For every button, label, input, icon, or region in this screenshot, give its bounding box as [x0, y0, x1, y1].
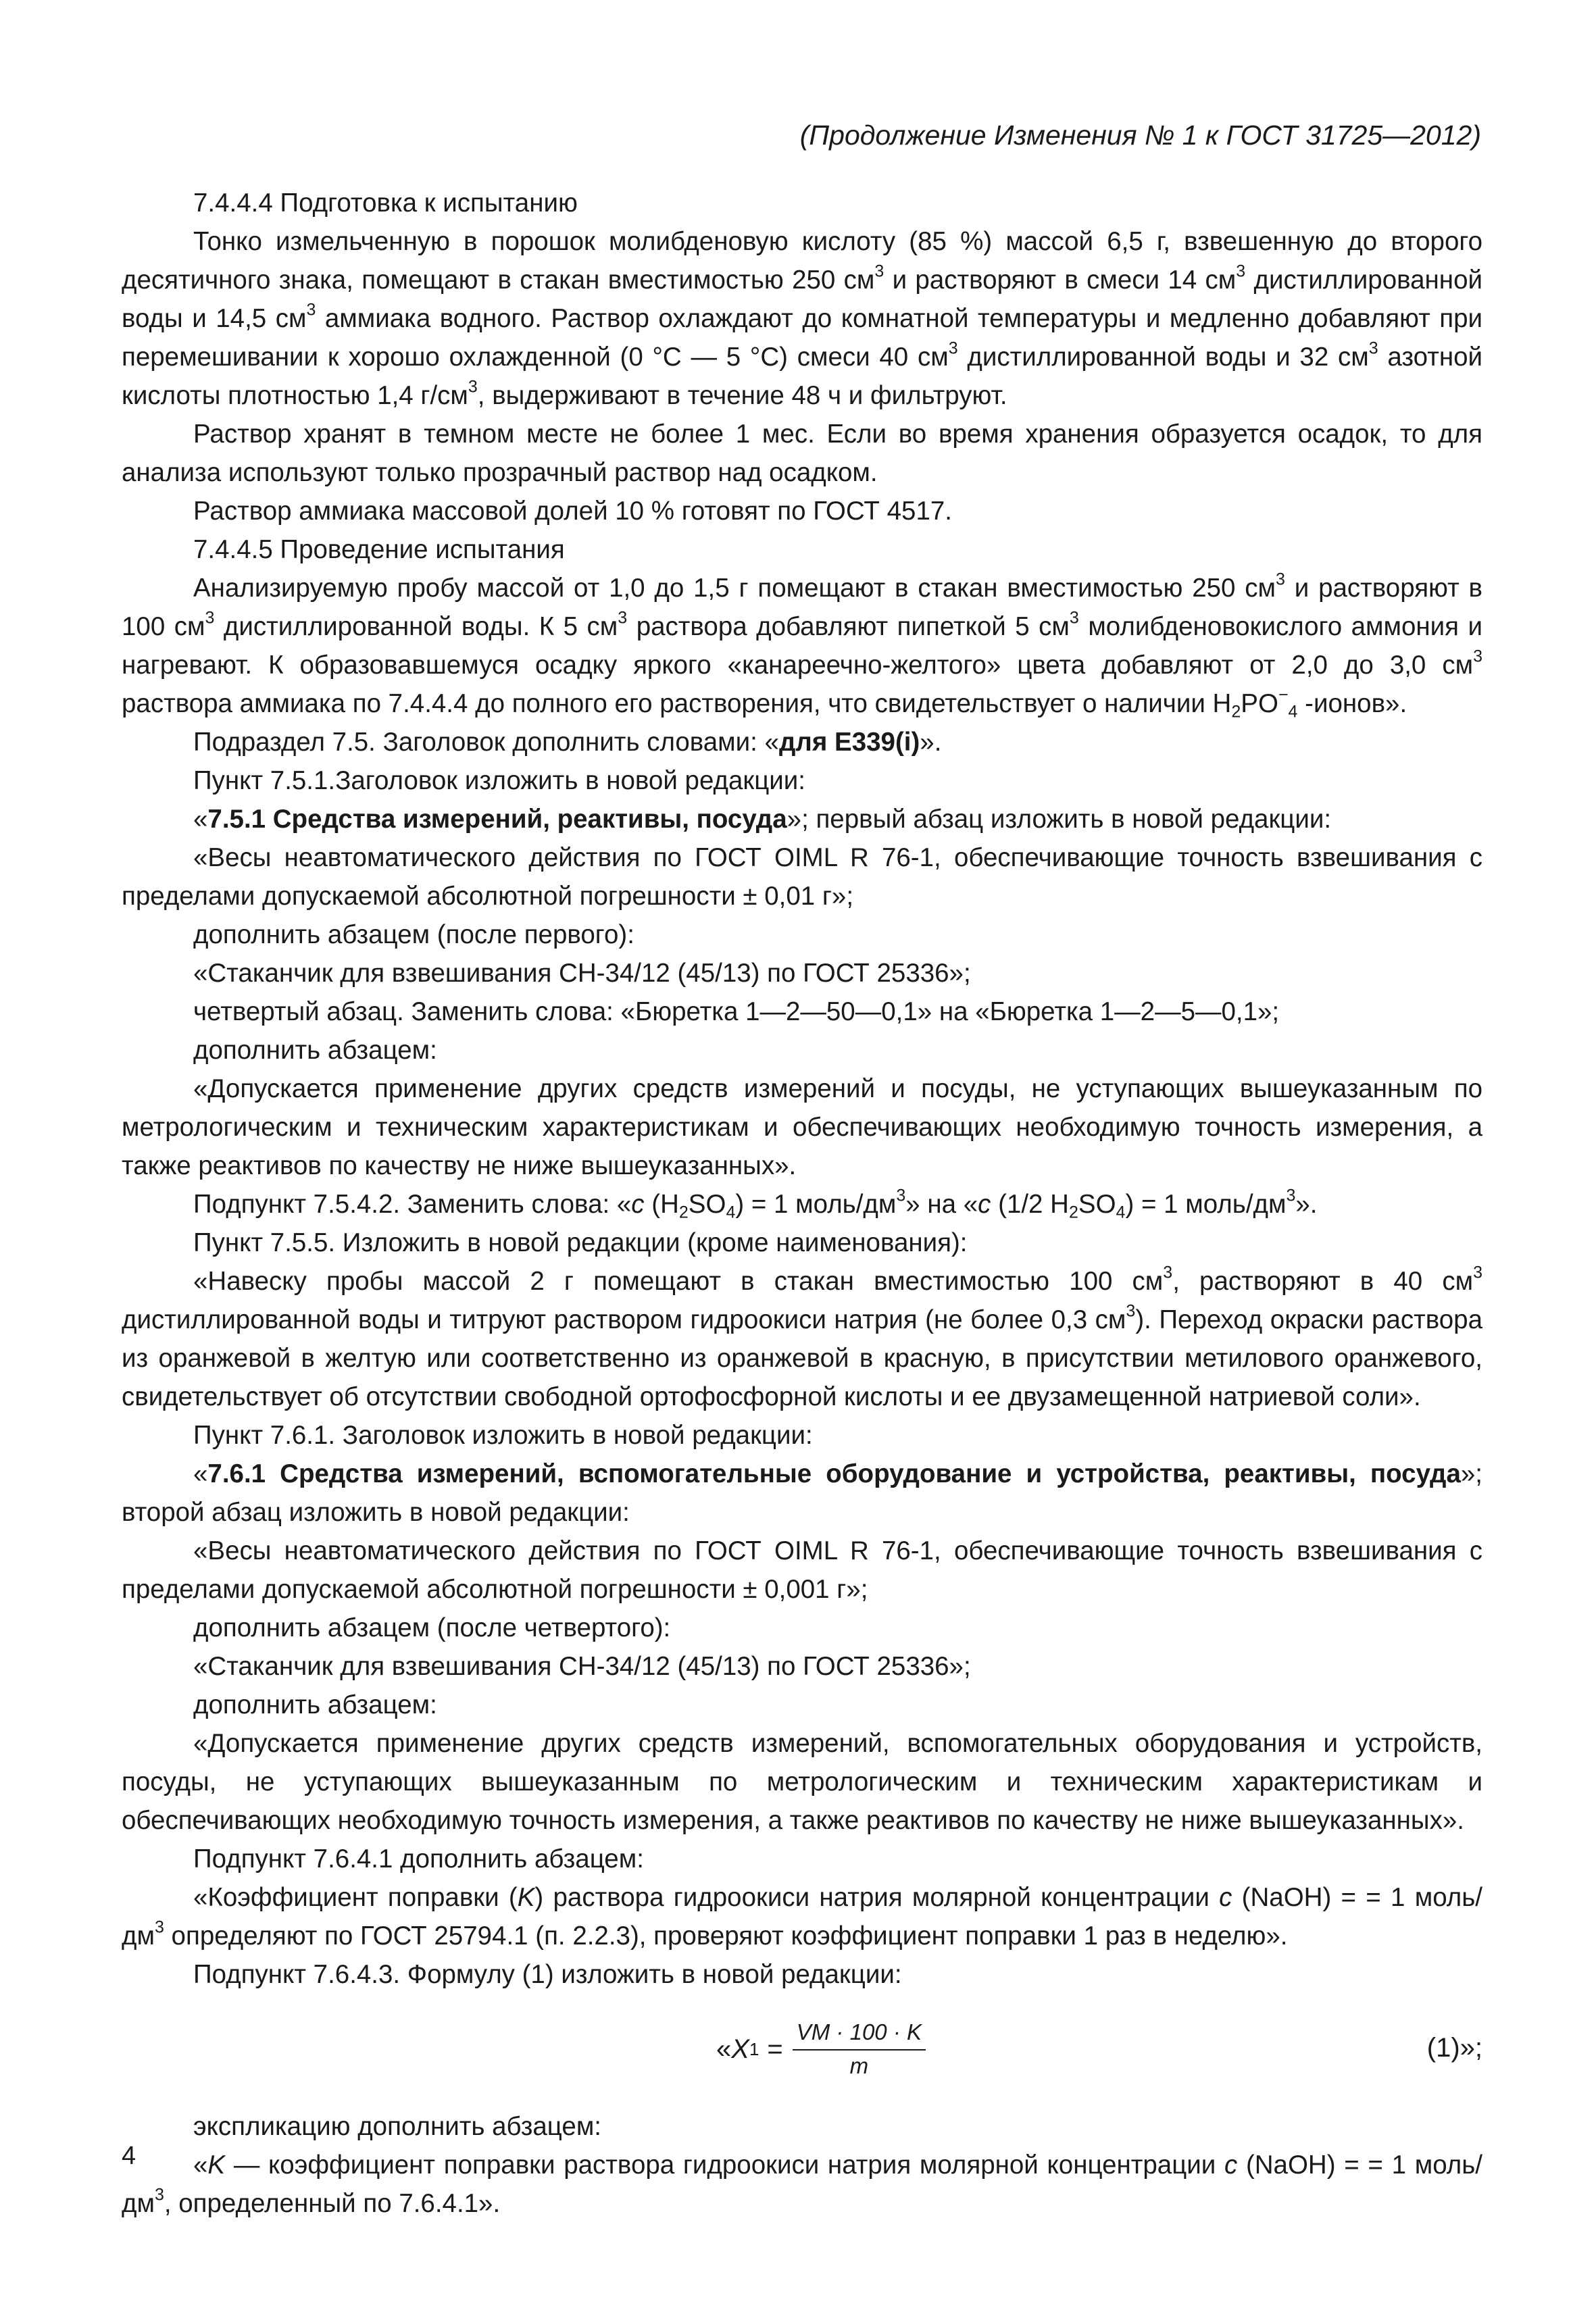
explication-text: «K — коэффициент поправки раствора гидроокиси натрия молярной концентрации c (NaOH) = = 1 моль/$дм^3$, определенный по 7.6.4.1». [122, 2150, 1482, 2218]
clause-751-cup: «Стаканчик для взвешивания СН-34/12 (45/13) по ГОСТ 25336»; [193, 959, 971, 988]
formula-lhs-var: X [731, 2034, 749, 2064]
clause-761-intro: Пункт 7.6.1. Заголовок изложить в новой редакции: [193, 1421, 813, 1450]
clause-751-title: «7.5.1 Средства измерений, реактивы, посуда»; первый абзац изложить в новой редакции: [193, 805, 1332, 834]
clause-751-balance: «Весы неавтоматического действия по ГОСТ OIML R 76-1, обеспечивающие точность взвешивания с пределами допускаемой абсолютной погрешности ± 0,01 г»; [122, 843, 1482, 911]
clause-761-title: «7.6.1 Средства измерений, вспомогательные оборудование и устройства, реактивы, посуда»; второй абзац изложить в новой редакции: [122, 1459, 1482, 1527]
section-7445-para-1: Анализируемую пробу массой от 1,0 до 1,5 г помещают в стакан вместимостью 250 $см^3$ и растворяют в 100 $см^3$ дистиллированной воды. К 5 $см^3$ раствора добавляют пипеткой 5 $см^3$ молибденовокислого аммония и нагревают. К образовавшемуся осадку яркого «канареечно-желтого» цвета добавляют от 2,0 до 3,0 $см^3$ раствора аммиака по 7.4.4.4 до полного его растворения, что свидетельствует о наличии $H_2PO^-_4$ -ионов». [122, 570, 1482, 722]
clause-7641-intro: Подпункт 7.6.4.1 дополнить абзацем: [193, 1844, 644, 1873]
section-7445-title: 7.4.4.5 Проведение испытания [193, 535, 565, 564]
formula-denominator: m [849, 2053, 869, 2078]
clause-7643-intro: Подпункт 7.6.4.3. Формулу (1) изложить в новой редакции: [193, 1960, 902, 1989]
clause-751-fourth-para: четвертый абзац. Заменить слова: «Бюретка 1—2—50—0,1» на «Бюретка 1—2—5—0,1»; [193, 997, 1280, 1026]
clause-7641-text: «Коэффициент поправки (K) раствора гидроокиси натрия молярной концентрации c (NaOH) = = 1 моль/$дм^3$ определяют по ГОСТ 25794.1 (п. 2.2.3), проверяют коэффициент поправки 1 раз в неделю». [122, 1883, 1482, 1951]
section-7444-para-1: Тонко измельченную в порошок молибденовую кислоту (85 %) массой 6,5 г, взвешенную до второго десятичного знака, помещают в стакан вместимостью 250 $см^3$ и растворяют в смеси 14 $см^3$ дистиллированной воды и 14,5 $см^3$ аммиака водного. Раствор охлаждают до комнатной температуры и медленно добавляют при перемешивании к хорошо охлажденной (0 °C — 5 °C) смеси 40 $см^3$ дистиллированной воды и 32 $см^3$ азотной кислоты плотностью 1,4 $г/см^3$, выдерживают в течение 48 ч и фильтруют. [122, 227, 1483, 410]
clause-761-add-after-fourth: дополнить абзацем (после четвертого): [193, 1613, 671, 1642]
formula-numerator: VM · 100 · K [793, 2018, 926, 2051]
clause-751-allowed: «Допускается применение других средств измерений и посуды, не уступающих вышеуказанным по метрологическим и техническим характеристикам и обеспечивающих необходимую точность измерения, а также реактивов по качеству не ниже вышеуказанных». [122, 1074, 1482, 1180]
formula-fraction [793, 2018, 926, 2080]
clause-761-balance: «Весы неавтоматического действия по ГОСТ OIML R 76-1, обеспечивающие точность взвешивания с пределами допускаемой абсолютной погрешности ± 0,001 г»; [122, 1536, 1482, 1604]
page-header: (Продолжение Изменения № 1 к ГОСТ 31725—2012) [799, 120, 1481, 151]
page-number: 4 [122, 2142, 136, 2170]
section-7444-para-2: Раствор хранят в темном месте не более 1 мес. Если во время хранения образуется осадок, то для анализа используют только прозрачный раствор над осадком. [122, 420, 1482, 487]
clause-761-add-para: дополнить абзацем: [193, 1690, 437, 1719]
clause-7542: Подпункт 7.5.4.2. Заменить слова: «c $(H_2SO_4) = 1$ моль/$дм^3$» на «c (1/2 $H_2SO_4) = 1$ моль/$дм^3$». [193, 1186, 1318, 1222]
formula-number: (1)»; [1426, 2033, 1482, 2063]
clause-751-intro: Пункт 7.5.1.Заголовок изложить в новой редакции: [193, 766, 805, 795]
explication-intro: экспликацию дополнить абзацем: [193, 2112, 602, 2141]
formula-1: « X 1 = $\frac{VM \cdot 100 \cdot K}{m}$ [716, 2018, 926, 2080]
clause-755-text: «Навеску пробы массой 2 г помещают в стакан вместимостью 100 $см^3$, растворяют в 40 $см^3$ дистиллированной воды и титруют раствором гидроокиси натрия (не более 0,3 $см^3$). Переход окраски раствора из оранжевой в желтую или соответственно из оранжевой в красную, в присутствии метилового оранжевого, свидетельствует об отсутствии свободной ортофосфорной кислоты и ее двузамещенной натриевой соли». [122, 1263, 1482, 1411]
document-body [122, 184, 1482, 2223]
clause-755-intro: Пункт 7.5.5. Изложить в новой редакции (кроме наименования): [193, 1228, 968, 1257]
clause-751-add-para: дополнить абзацем: [193, 1036, 437, 1065]
clause-751-add-after-first: дополнить абзацем (после первого): [193, 920, 634, 949]
subsection-75-heading: Подраздел 7.5. Заголовок дополнить словами: «для E339(i)». [193, 728, 942, 757]
clause-761-cup: «Стаканчик для взвешивания СН-34/12 (45/13) по ГОСТ 25336»; [193, 1652, 971, 1681]
formula-1-row [122, 1994, 1482, 2107]
section-7444-para-3: Раствор аммиака массовой долей 10 % готовят по ГОСТ 4517. [193, 497, 952, 526]
section-7444-title: 7.4.4.4 Подготовка к испытанию [193, 188, 578, 218]
clause-761-allowed: «Допускается применение других средств измерений, вспомогательных оборудования и устройств, посуды, не уступающих вышеуказанным по метрологическим и техническим характеристикам и обеспечивающих необходимую точность измерения, а также реактивов по качеству не ниже вышеуказанных». [122, 1729, 1482, 1835]
